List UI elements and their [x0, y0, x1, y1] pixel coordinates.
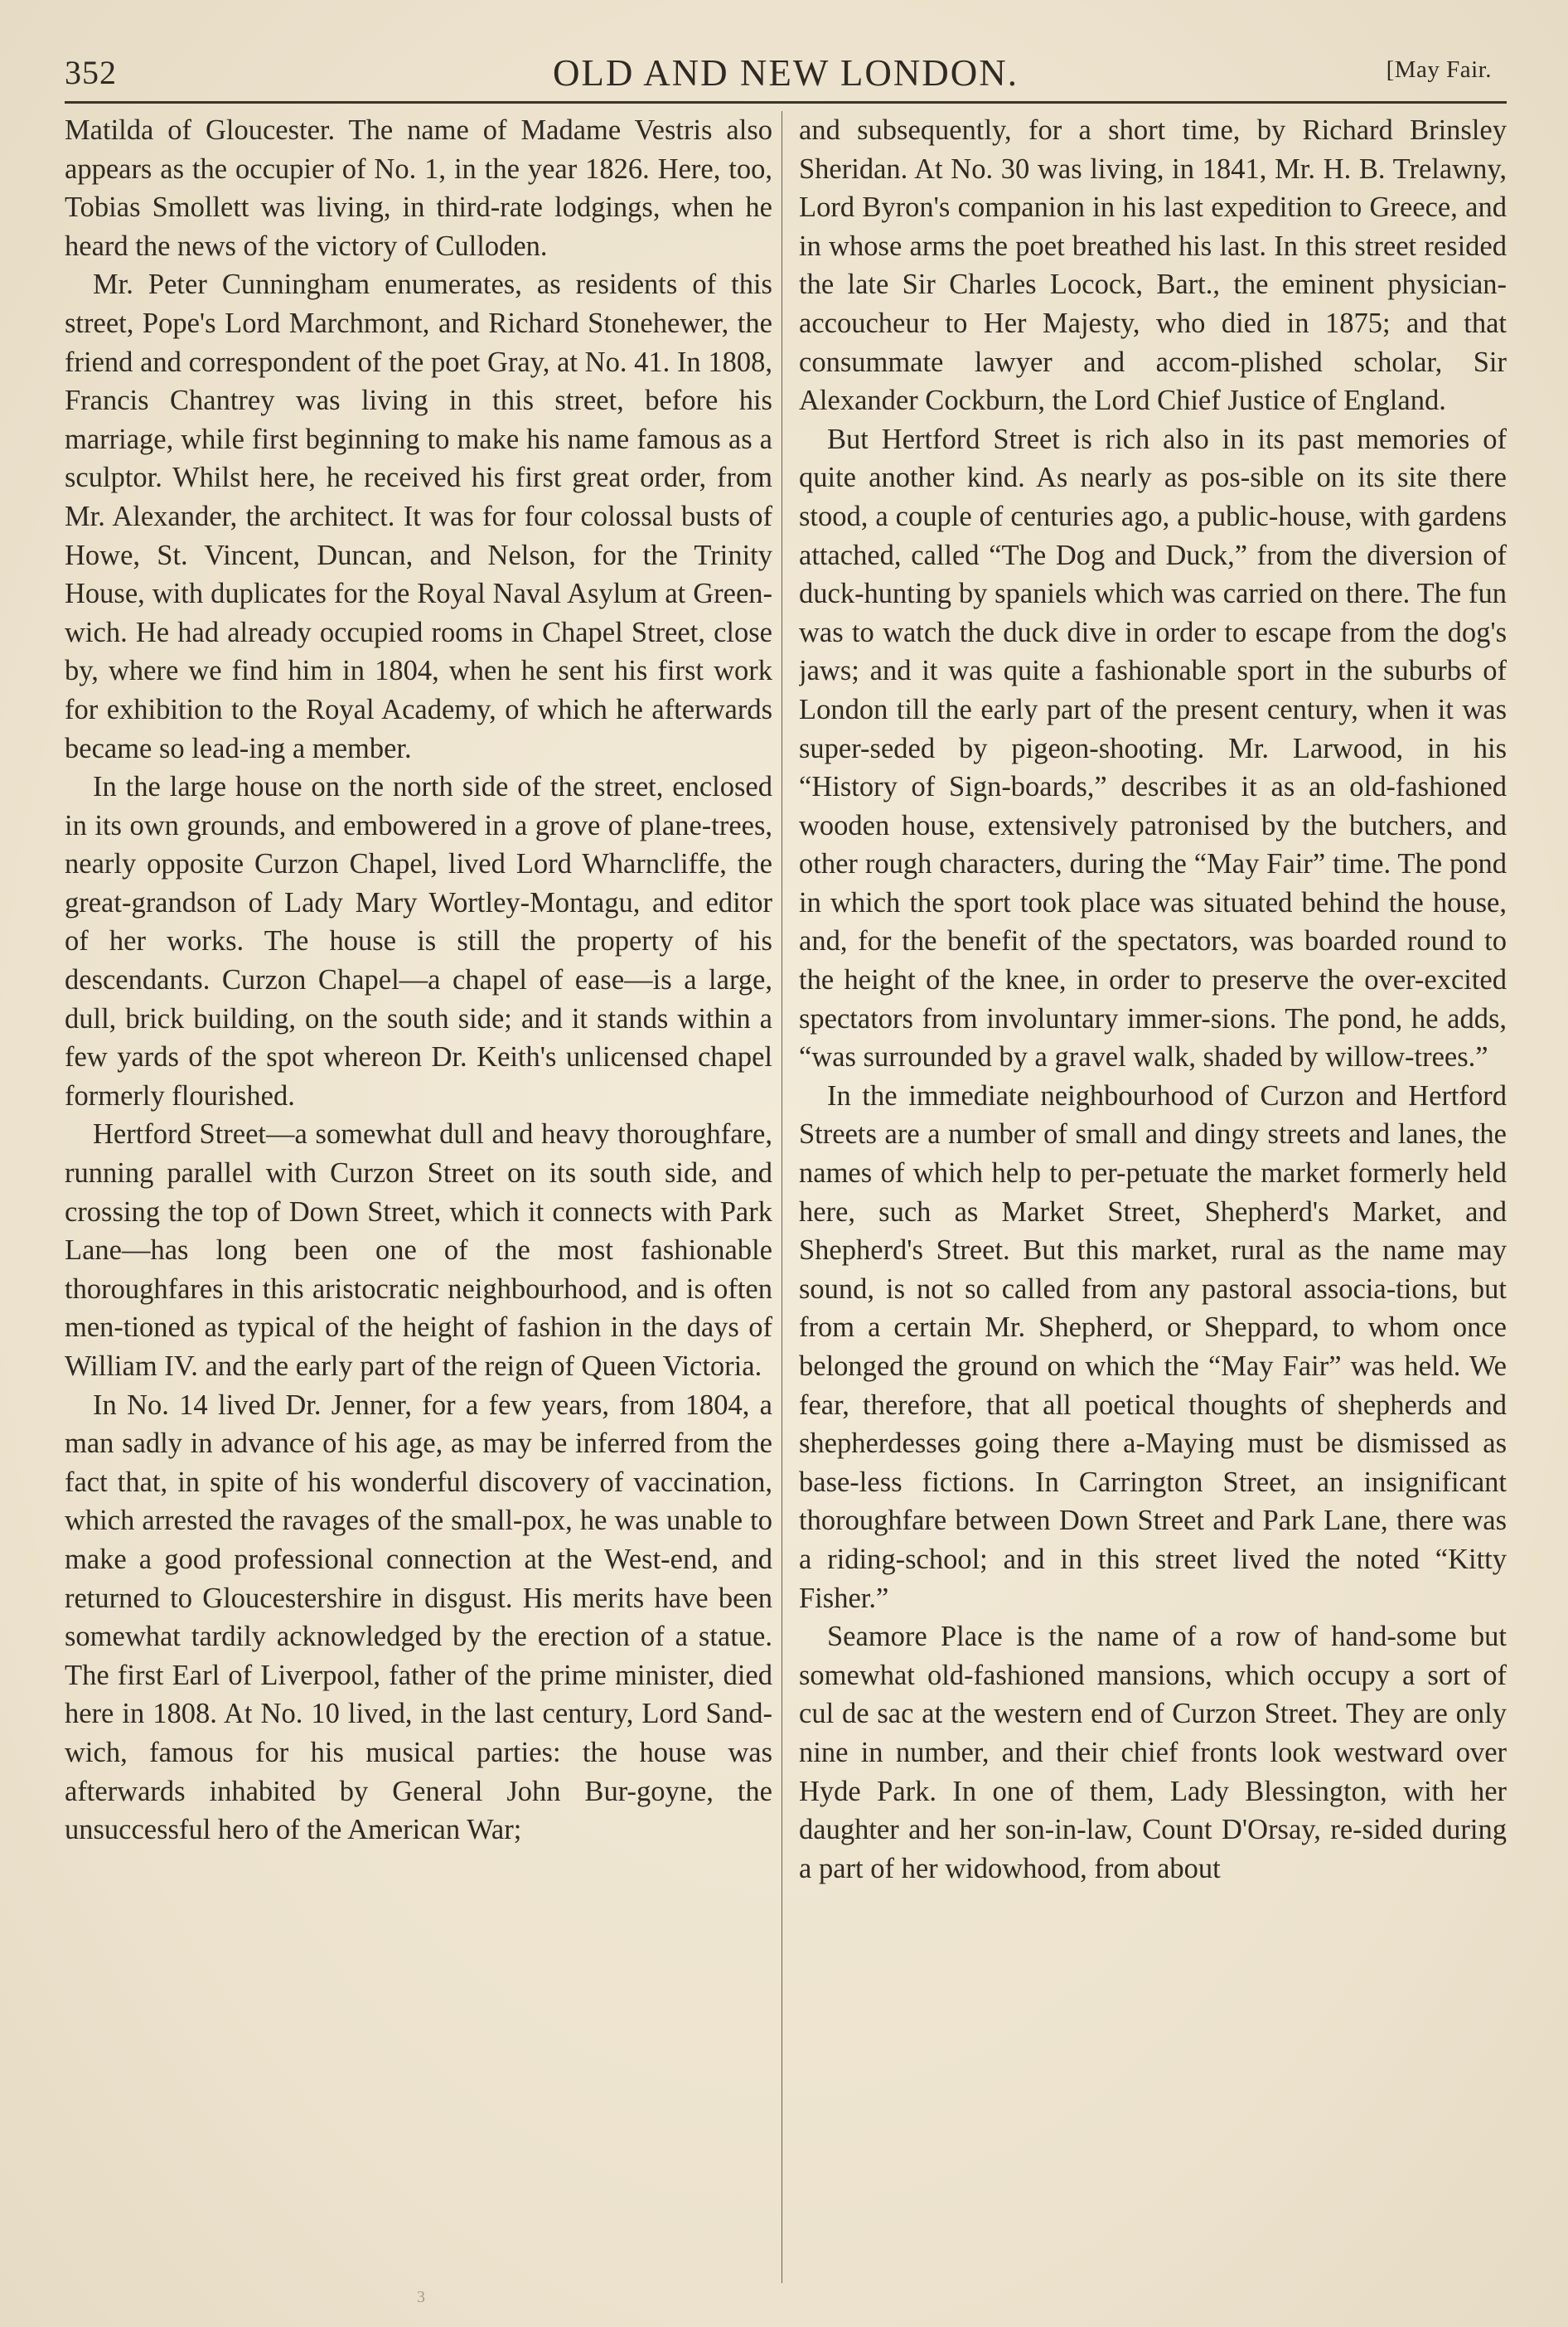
paragraph: In No. 14 lived Dr. Jenner, for a few years, from 1804, a man sadly in advance of his age, as may be inferred from the fact that, in spite of his wonderful discovery of vaccination, which arrested the ravages of the small-pox, he was unable to make a good professional connection at the West-end, and returned to Gloucestershire in disgust. His merits have been somewhat tardily acknowledged by the erection of a statue. The first Earl of Liverpool, father of the prime minister, died here in 1808. At No. 10 lived, in the last century, Lord Sand-wich, famous for his musical parties: the house was afterwards inhabited by General John Bur-goyne, the unsuccessful hero of the American War;	[65, 1389, 772, 1846]
running-title: OLD AND NEW LONDON.	[552, 52, 1019, 94]
right-column	[799, 111, 1507, 2283]
paragraph: Matilda of Gloucester. The name of Madame Vestris also appears as the occupier of No. 1, in the year 1826. Here, too, Tobias Smollett was living, in third-rate lodgings, when he heard the news of the victory of Culloden.	[65, 114, 772, 262]
paragraph: and subsequently, for a short time, by Richard Brinsley Sheridan. At No. 30 was living, in 1841, Mr. H. B. Trelawny, Lord Byron's companion in his last expedition to Greece, and in whose arms the poet breathed his last. In this street resided the late Sir Charles Locock, Bart., the eminent physician-accoucheur to Her Majesty, who died in 1875; and that consummate lawyer and accom-plished scholar, Sir Alexander Cockburn, the Lord Chief Justice of England.	[799, 114, 1507, 417]
section-label: [May Fair.	[1386, 56, 1492, 83]
folio-mark: 3	[417, 2288, 425, 2306]
left-column	[65, 111, 772, 2283]
paragraph: In the large house on the north side of the street, enclosed in its own grounds, and embowered in a grove of plane-trees, nearly opposite Curzon Chapel, lived Lord Wharncliffe, the great-grandson of Lady Mary Wortley-Montagu, and editor of her works. The house is still the property of his descendants. Curzon Chapel—a chapel of ease—is a large, dull, brick building, on the south side; and it stands within a few yards of the spot whereon Dr. Keith's unlicensed chapel formerly flourished.	[65, 771, 772, 1112]
paragraph: In the immediate neighbourhood of Curzon and Hertford Streets are a number of small and dingy streets and lanes, the names of which help to per-petuate the market formerly held here, such as Market Street, Shepherd's Market, and Shepherd's Street. But this market, rural as the name may sound, is not so called from any pastoral associa-tions, but from a certain Mr. Shepherd, or Sheppard, to whom once belonged the ground on which the “May Fair” was held. We fear, therefore, that all poetical thoughts of shepherds and shepherdesses going there a-Maying must be dismissed as base-less fictions. In Carrington Street, an insignificant thoroughfare between Down Street and Park Lane, there was a riding-school; and in this street lived the noted “Kitty Fisher.”	[799, 1079, 1507, 1614]
running-header	[65, 48, 1507, 101]
paragraph: Seamore Place is the name of a row of hand-some but somewhat old-fashioned mansions, which occupy a sort of cul de sac at the western end of Curzon Street. They are only nine in number, and their chief fronts look westward over Hyde Park. In one of them, Lady Blessington, with her daughter and her son-in-law, Count D'Orsay, re-sided during a part of her widowhood, from about	[799, 1621, 1507, 1884]
paragraph: Hertford Street—a somewhat dull and heavy thoroughfare, running parallel with Curzon Street on its south side, and crossing the top of Down Street, which it connects with Park Lane—has long been one of the most fashionable thoroughfares in this aristocratic neighbourhood, and is often men-tioned as typical of the height of fashion in the days of William IV. and the early part of the reign of Queen Victoria.	[65, 1118, 772, 1382]
paragraph: But Hertford Street is rich also in its past memories of quite another kind. As nearly as pos-sible on its site there stood, a couple of centuries ago, a public-house, with gardens attached, called “The Dog and Duck,” from the diversion of duck-hunting by spaniels which was carried on there. The fun was to watch the duck dive in order to escape from the dog's jaws; and it was quite a fashionable sport in the suburbs of London till the early part of the present century, when it was super-seded by pigeon-shooting. Mr. Larwood, in his “History of Sign-boards,” describes it as an old-fashioned wooden house, extensively patronised by the butchers, and other rough characters, during the “May Fair” time. The pond in which the sport took place was situated behind the house, and, for the benefit of the spectators, was boarded round to the height of the knee, in order to preserve the over-excited spectators from involuntary immer-sions. The pond, he adds, “was surrounded by a gravel walk, shaded by willow-trees.”	[799, 423, 1507, 1074]
header-rule	[65, 101, 1507, 104]
paragraph: Mr. Peter Cunningham enumerates, as residents of this street, Pope's Lord Marchmont, and Richard Stonehewer, the friend and correspondent of the poet Gray, at No. 41. In 1808, Francis Chantrey was living in this street, before his marriage, while first beginning to make his name famous as a sculptor. Whilst here, he received his first great order, from Mr. Alexander, the architect. It was for four colossal busts of Howe, St. Vincent, Duncan, and Nelson, for the Trinity House, with duplicates for the Royal Naval Asylum at Green-wich. He had already occupied rooms in Chapel Street, close by, where we find him in 1804, when he sent his first work for exhibition to the Royal Academy, of which he afterwards became so lead-ing a member.	[65, 269, 772, 764]
page-number: 352	[65, 54, 117, 91]
